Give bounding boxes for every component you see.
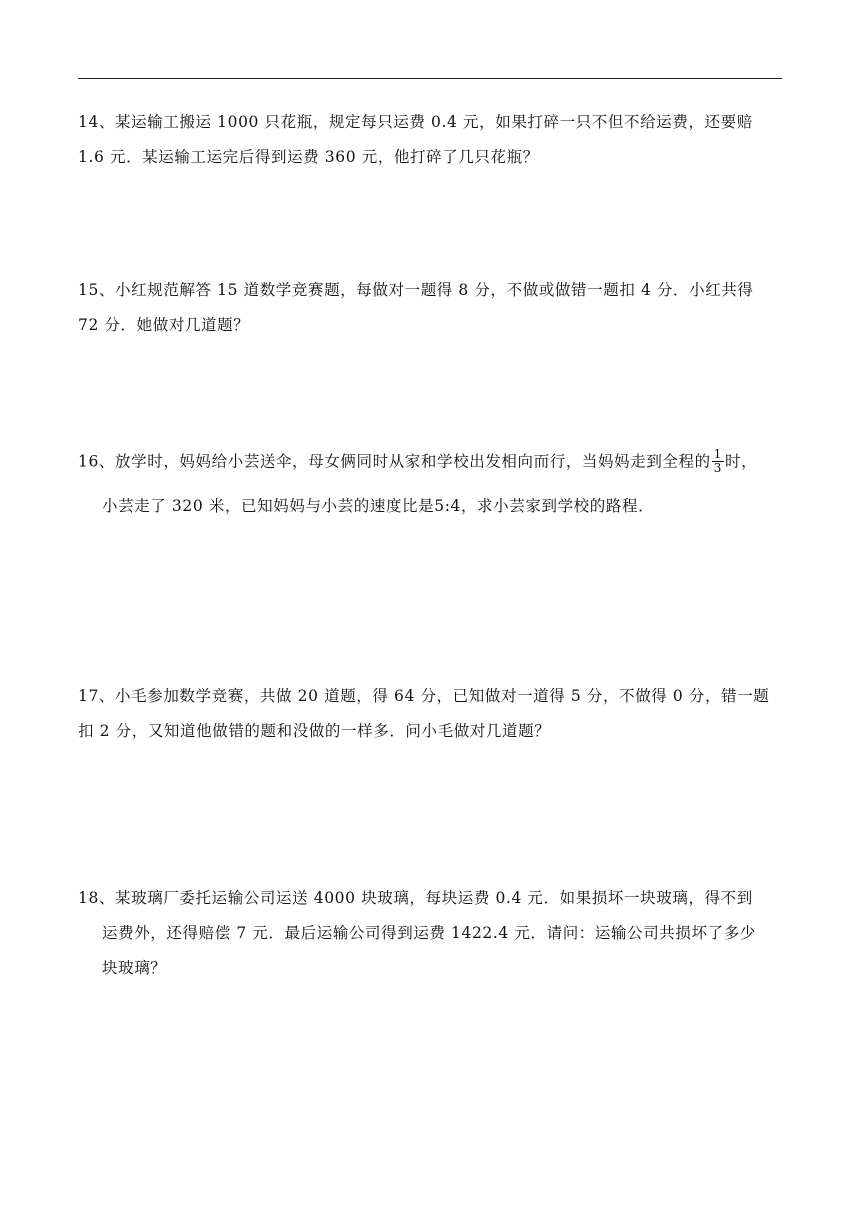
fraction-one-third: [712, 448, 724, 475]
problem-18-line-2: 运费外，还得赔偿 7 元．最后运输公司得到运费 1422.4 元．请问：运输公司共损坏了多少: [102, 924, 756, 942]
header-rule: [78, 78, 782, 79]
problem-18-line-3: 块玻璃？: [102, 959, 167, 977]
problem-16-line-1-tail: 时，: [724, 452, 758, 471]
problem-15-line-2: 72 分．她做对几道题？: [78, 316, 250, 334]
problem-16-line-2: 小芸走了 320 米，已知妈妈与小芸的速度比是5:4，求小芸家到学校的路程．: [102, 497, 655, 515]
problem-15-line-1: 15、小红规范解答 15 道数学竞赛题，每做对一题得 8 分，不做或做错一题扣 4 分．小红共得: [78, 281, 754, 299]
problem-16-line-1: [78, 449, 757, 473]
problem-14-line-1: 14、某运输工搬运 1000 只花瓶，规定每只运费 0.4 元，如果打碎一只不但不给运费，还要赔: [78, 113, 753, 131]
problem-14-line-2: 1.6 元．某运输工运完后得到运费 360 元，他打碎了几只花瓶？: [78, 148, 539, 166]
problem-17-line-1: 17、小毛参加数学竞赛，共做 20 道题，得 64 分，已知做对一道得 5 分，不做得 0 分，错一题: [78, 687, 770, 705]
problem-16-line-1-text: 16、放学时，妈妈给小芸送伞，母女俩同时从家和学校出发相向而行，当妈妈走到全程的: [78, 452, 711, 471]
problem-17-line-2: 扣 2 分，又知道他做错的题和没做的一样多．问小毛做对几道题？: [78, 722, 551, 740]
problem-18-line-1: 18、某玻璃厂委托运输公司运送 4000 块玻璃，每块运费 0.4 元．如果损坏一块玻璃，得不到: [78, 889, 753, 907]
fraction-denominator: 3: [713, 461, 722, 475]
fraction-numerator: 1: [713, 447, 722, 461]
